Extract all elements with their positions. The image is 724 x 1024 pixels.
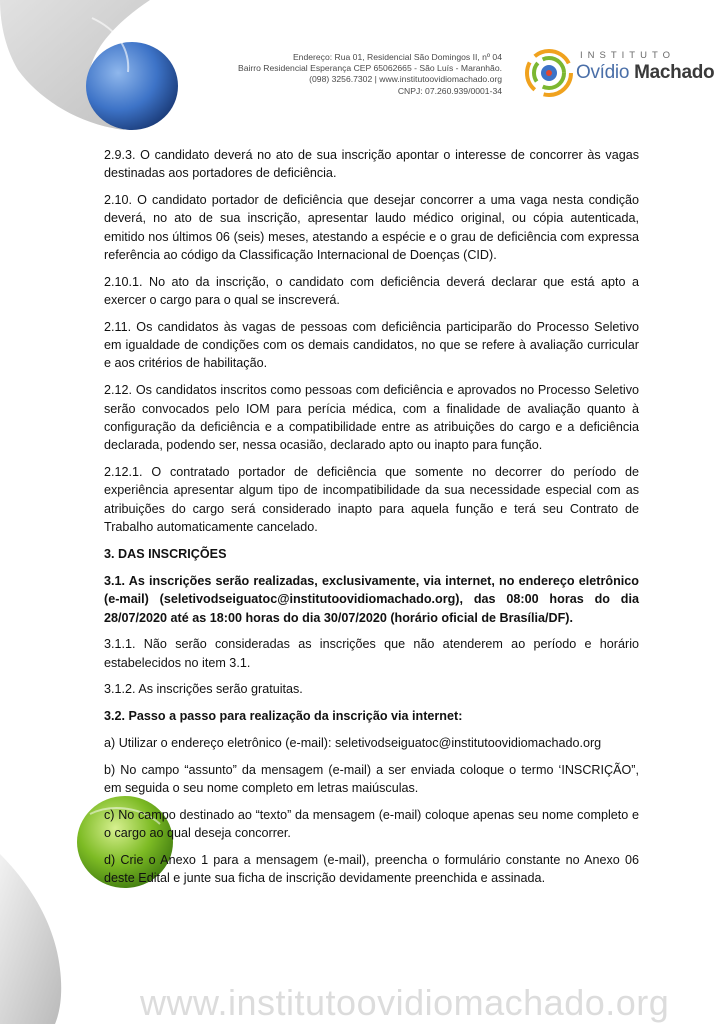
header-address-block — [180, 52, 502, 97]
paragraph-3-1-2: 3.1.2. As inscrições serão gratuitas. — [104, 682, 303, 697]
paragraph-3-1: 3.1. As inscrições serão realizadas, exclusivamente, via internet, no endereço eletrônico (e-mail) (seletivodseiguatoc@institutoovidiomachado.org), das 08:00 horas do dia 28/07/2020 até as 18:00 horas do dia 30/07/2020 (horário oficial de Brasília/DF). — [104, 573, 639, 625]
paragraph-3-1-1: 3.1.1. Não serão consideradas as inscrições que não atenderem ao período e horário estabelecidos no item 3.1. — [104, 637, 639, 670]
step-d: d) Crie o Anexo 1 para a mensagem (e-mail), preencha o formulário constante no Anexo 06 deste Edital e junte sua ficha de inscrição devidamente preenchida e assinada. — [104, 853, 639, 886]
paragraph-2-10-1: 2.10.1. No ato da inscrição, o candidato com deficiência deverá declarar que está apto a exercer o cargo para o qual se inscreverá. — [104, 274, 639, 308]
top-decorative-swoosh — [0, 0, 200, 140]
address-line: CNPJ: 07.260.939/0001-34 — [397, 85, 502, 96]
paragraph-2-10: 2.10. O candidato portador de deficiência que desejar concorrer a uma vaga nesta condição deverá, no ato de sua inscrição, apresentar laudo médico original, ou cópia autenticada, emitido nos últimos 06 (seis) meses, atestando a espécie e o grau de deficiência com expressa referência ao código da Classificação Internacional de Doenças (CID). — [104, 193, 639, 262]
paragraph-2-12-1: 2.12.1. O contratado portador de deficiência que somente no decorrer do período de experiência apresentar algum tipo de incompatibilidade da sua necessidade especial com as atribuições do cargo será considerado inapto para aquela função e terá seu Contrato de Trabalho automaticamente cancelado. — [104, 464, 639, 534]
step-a: a) Utilizar o endereço eletrônico (e-mail): seletivodseiguatoc@institutoovidiomachado.org — [104, 736, 602, 751]
footer-website-watermark: www.institutoovidiomachado.org — [140, 982, 670, 1023]
logo-name-first: Ovídio — [576, 62, 630, 83]
step-c: c) No campo destinado ao “texto” da mensagem (e-mail) coloque apenas seu nome completo e o cargo ao qual deseja concorrer. — [104, 807, 639, 841]
paragraph-2-12: 2.12. Os candidatos inscritos como pessoas com deficiência e aprovados no Processo Seletivo serão convocados pelo IOM para perícia médica, com a finalidade de avaliação quanto à configuração da deficiência e a compatibilidade entre as atribuições do cargo e a deficiência declarada, podendo ser, nessa ocasião, declarado apto ou inapto para função. — [104, 383, 639, 453]
paragraph-2-9-3: 2.9.3. O candidato deverá no ato de sua inscrição apontar o interesse de concorrer às vagas destinadas aos portadores de deficiência. — [104, 148, 639, 181]
logo-name-last: Machado — [634, 62, 715, 83]
logo-name — [576, 62, 714, 84]
step-b: b) No campo “assunto” da mensagem (e-mail) a ser enviada coloque o termo ‘INSCRIÇÃO”, em seguida o seu nome completo em letras maiúsculas. — [104, 762, 639, 796]
logo-emblem-icon — [524, 48, 574, 98]
logo-instituto-text: INSTITUTO — [580, 50, 675, 61]
address-line: (098) 3256.7302 | www.institutoovidiomachado.org — [309, 74, 502, 85]
institute-logo — [512, 44, 715, 106]
paragraph-2-11: 2.11. Os candidatos às vagas de pessoas com deficiência participarão do Processo Seletivo em igualdade de condições com os demais candidatos, no que se refere à avaliação curricular e aos critérios de habilitação. — [104, 319, 639, 371]
address-line: Bairro Residencial Esperança CEP 65062665 - São Luís - Maranhão. — [237, 63, 502, 74]
document-body — [104, 146, 639, 896]
section-heading-inscricoes: 3. DAS INSCRIÇÕES — [104, 546, 227, 561]
address-line: Endereço: Rua 01, Residencial São Domingos II, nº 04 — [292, 52, 502, 62]
paragraph-3-2: 3.2. Passo a passo para realização da inscrição via internet: — [104, 709, 463, 724]
